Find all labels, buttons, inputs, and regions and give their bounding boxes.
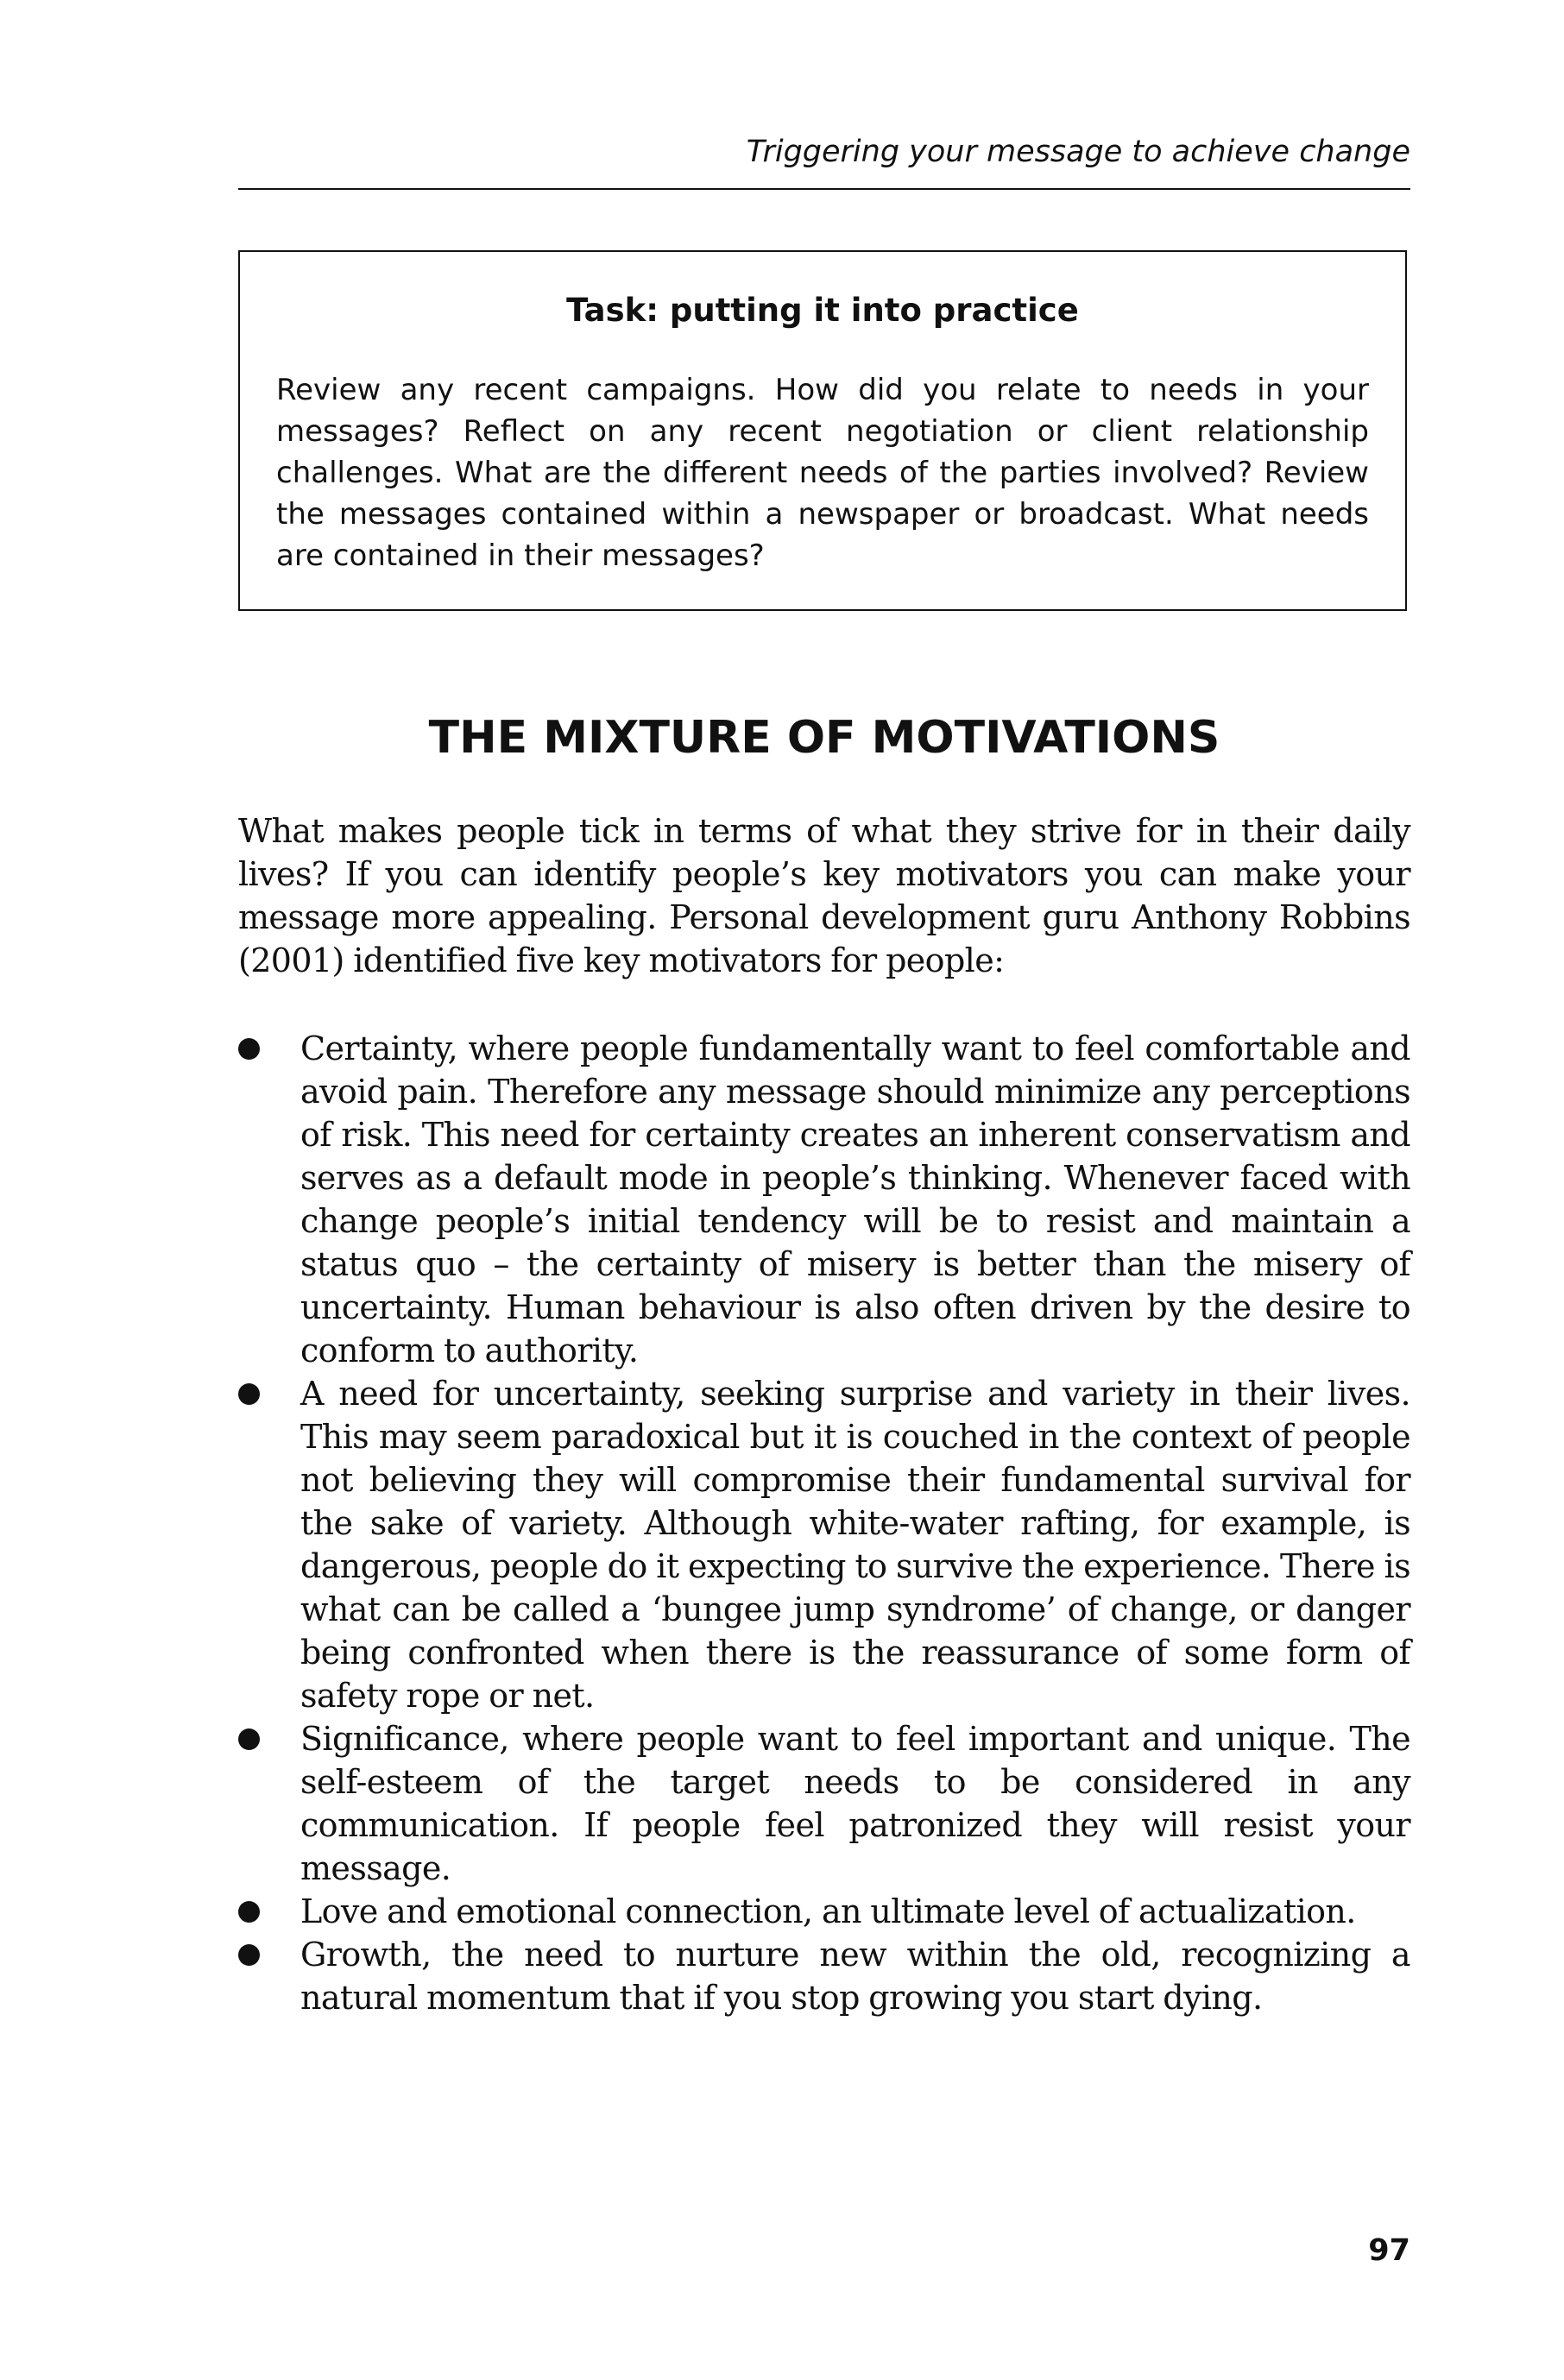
list-item [238,1890,1410,1933]
task-box-text: Review any recent campaigns. How did you relate to needs in your messages? Reflect on any recent negotiation or client relationship challenges. What are the different needs of the parties involved? Review the messages contained within a newspaper or broadcast. What needs are contained in their messages? [276,373,1369,573]
list-item [238,1372,1410,1717]
list-item-text: Certainty, where people fundamentally want to feel comfortable and avoid pain. Therefore any message should minimize any perceptions of risk. This need for certainty creates an inherent conservatism and serves as a default mode in people’s thinking. Whenever faced with change people’s initial tendency will be to resist and maintain a status quo – the certainty of misery is better than the misery of uncertainty. Human behaviour is also often driven by the desire to conform to authority. [300,1029,1410,1369]
intro-paragraph: What makes people tick in terms of what they strive for in their daily lives? If you can identify people’s key motivators you can make your message more appealing. Personal development guru Anthony Robbins (2001) identified five key motivators for people: [238,812,1410,979]
task-box-title: Task: putting it into practice [566,292,1079,329]
header-rule [238,188,1410,190]
motivators-list [238,1027,1410,2019]
bullet-icon [238,1944,260,1966]
list-item-text: Significance, where people want to feel important and unique. The self-esteem of the target needs to be considered in any communication. If people feel patronized they will resist your message. [300,1720,1410,1887]
bullet-icon [238,1383,260,1405]
running-header: Triggering your message to achieve change [746,135,1410,169]
bullet-icon [238,1901,260,1923]
bullet-icon [238,1728,260,1750]
list-item-text: Growth, the need to nurture new within the old, recognizing a natural momentum that if you stop growing you start dying. [300,1936,1410,2017]
bullet-icon [238,1038,260,1060]
list-item-text: A need for uncertainty, seeking surprise and variety in their lives. This may seem paradoxical but it is couched in the context of people not believing they will compromise their fundamental survival for the sake of variety. Although white-water rafting, for example, is dangerous, people do it expecting to survive the experience. There is what can be called a ‘bungee jump syndrome’ of change, or danger being confronted when there is the reassurance of some form of safety rope or net. [300,1375,1410,1715]
section-heading: THE MIXTURE OF MOTIVATIONS [428,712,1220,764]
task-box [238,250,1407,611]
list-item-text: Love and emotional connection, an ultimate level of actualization. [300,1892,1356,1930]
list-item [238,1933,1410,2019]
list-item [238,1717,1410,1890]
page-number: 97 [1368,2233,1410,2268]
list-item [238,1027,1410,1372]
